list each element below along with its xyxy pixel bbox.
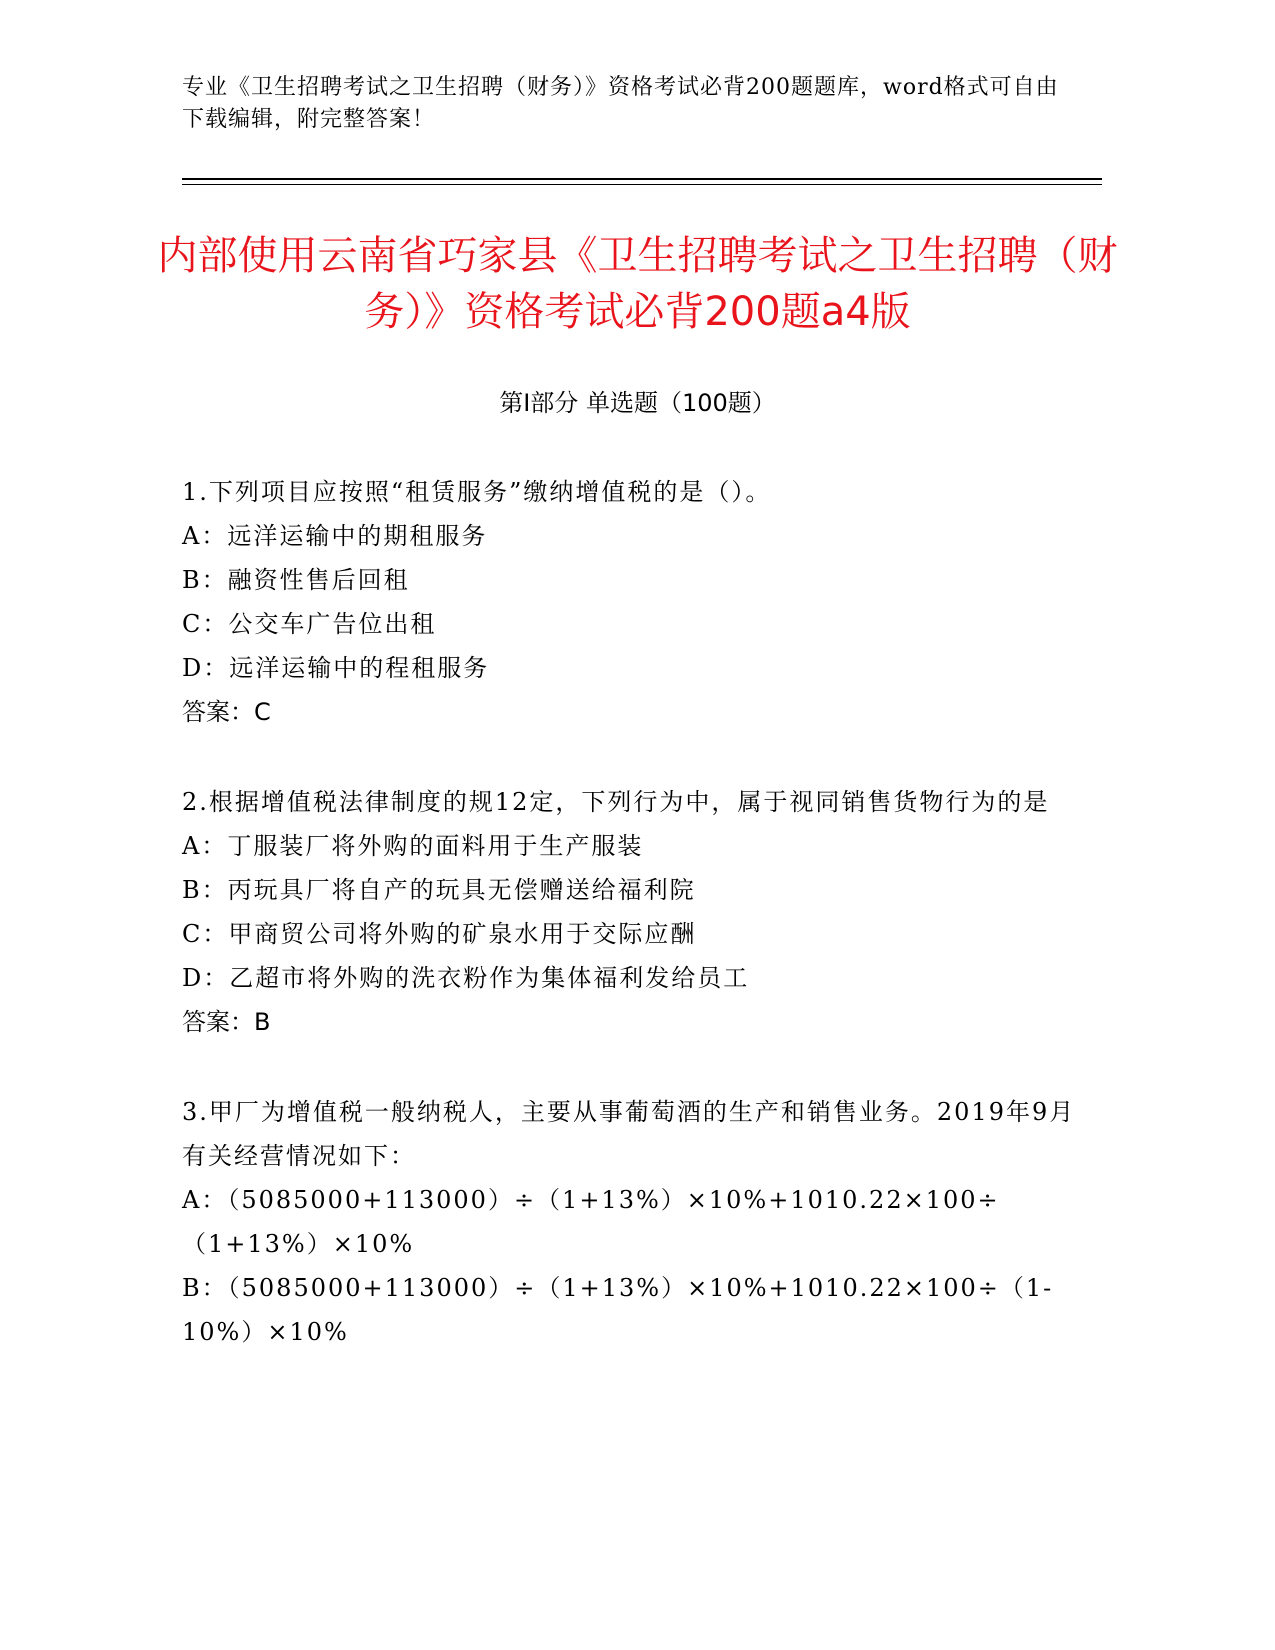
question-1: [182, 470, 1082, 734]
answer: 答案：B: [182, 1008, 271, 1036]
question-stem: 3.甲厂为增值税一般纳税人，主要从事葡萄酒的生产和销售业务。2019年9月有关经营情况如下：: [182, 1098, 1076, 1170]
option-c: C：甲商贸公司将外购的矿泉水用于交际应酬: [182, 920, 697, 948]
option-b: B：融资性售后回租: [182, 566, 410, 594]
option-b: B：（5085000+113000）÷（1+13%）×10%+1010.22×100÷（1-10%）×10%: [182, 1274, 1054, 1346]
option-a: A：（5085000+113000）÷（1+13%）×10%+1010.22×100÷（1+13%）×10%: [182, 1186, 1000, 1258]
option-c: C：公交车广告位出租: [182, 610, 437, 638]
answer: 答案：C: [182, 698, 271, 726]
option-b: B：丙玩具厂将自产的玩具无偿赠送给福利院: [182, 876, 696, 904]
question-3: [182, 1090, 1082, 1354]
option-d: D：远洋运输中的程租服务: [182, 654, 490, 682]
question-stem: 2.根据增值税法律制度的规12定，下列行为中，属于视同销售货物行为的是: [182, 788, 1050, 816]
section-heading: 第Ⅰ部分 单选题（100题）: [499, 389, 776, 417]
option-d: D：乙超市将外购的洗衣粉作为集体福利发给员工: [182, 964, 750, 992]
option-a: A：丁服装厂将外购的面料用于生产服装: [182, 832, 644, 860]
question-stem: 1.下列项目应按照“租赁服务”缴纳增值税的是（）。: [182, 478, 772, 506]
header-rule-thick: [182, 178, 1102, 180]
header-rule-thin: [182, 184, 1102, 185]
option-a: A：远洋运输中的期租服务: [182, 522, 488, 550]
question-2: [182, 780, 1082, 1044]
header-note: 专业《卫生招聘考试之卫生招聘（财务）》资格考试必背200题题库，word格式可自由下载编辑，附完整答案！: [182, 75, 1059, 132]
document-title: 内部使用云南省巧家县《卫生招聘考试之卫生招聘（财务）》资格考试必背200题a4版: [157, 233, 1118, 335]
question-list: [182, 470, 1082, 1400]
